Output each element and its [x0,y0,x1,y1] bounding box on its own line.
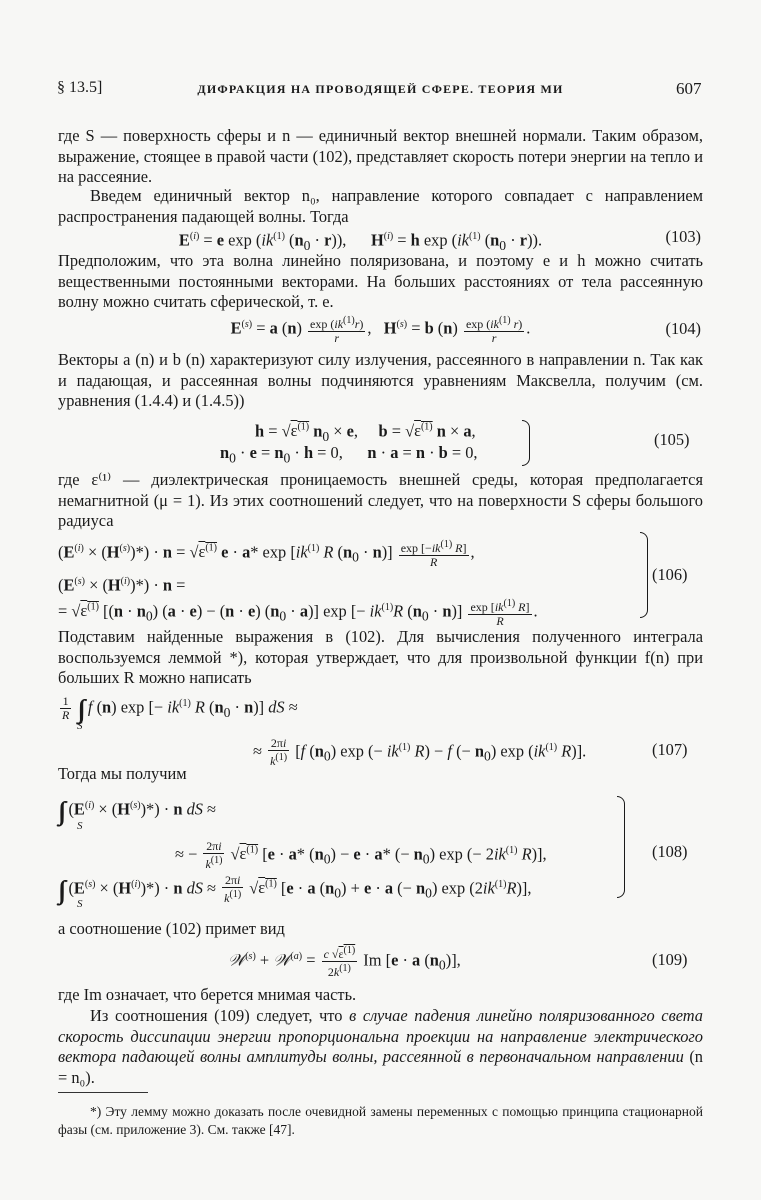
equation-106-line-3: = $√\varepsilon^{(1)}$ [$(n \cdot n_0)$ (a · e) − (n · e) $(n_0 \cdot a)$] exp [− $ik^{(1)}R$ $(n_0 \cdot n)$] $\frac{\exp [ik^{(1)} R]}{R}$ . [58,598,538,628]
equation-106-line-1: $(E^{(i)} \times (H^{(s)})*) \cdot n = √\varepsilon^{(1)}$ e · a* $\exp [ik^{(1)}$ R $(n_0 \cdot n)$] $\frac{\exp [-ik^{(1)} R]}{R}$ , [58,539,475,569]
equation-number: (103) [665,227,701,246]
right-brace [640,532,648,618]
equation-number: (108) [652,842,688,861]
right-brace [617,796,625,898]
equation-108-line-1: ∫∫ $(E^{(i)} \times (H^{(s)})*) \cdot n$ dS ≈ [58,796,217,826]
equation-number: (109) [652,950,688,969]
paragraph-9: где Im означает, что берется мнимая часть. [58,985,357,1004]
footnote: *) Эту лемму можно доказать после очевидной замены переменных с помощью принципа стационарной фазы (см. приложение 3). См. также [47]. [58,1104,703,1137]
equation-108-line-2: ≈ − $\frac{2\pi i}{k^{(1)}}$ $√\varepsilon^{(1)}$ [e · a* $(n_0) - e \cdot a*$ (− $n_0$) exp (− $2ik^{(1)}$ R)], [175,839,547,871]
equation-number: (107) [652,740,688,759]
equation-number: (105) [654,430,690,449]
section-number: § 13.5] [57,79,103,96]
equation-107-line-1: $\frac{1}{R}$ ∫∫ f (n) exp [− $ik^{(1)}$ R $(n_0 \cdot n)$] dS ≈ [62,694,298,724]
right-brace [522,420,530,466]
paragraph-6: Подставим найденные выражения в (102). Для вычисления полученного интеграла воспользуемся леммой *), которая утверждает, что для произвольной функции f(n) при больших R можно написать [58,627,703,687]
equation-number: (106) [652,565,688,584]
paragraph-1: где S — поверхность сферы и n — единичный вектор внешней нормали. Таким образом, выражение, стоящее в правой части (102), представляет скорость потери энергии на тепло и на рассеяние. [58,126,703,186]
paragraph-4: Векторы a (n) и b (n) характеризуют силу излучения, рассеянного в направлении n. Так как и падающая, и рассеянная волны подчиняются уравнениям Максвелла, получим (см. уравнения (1.4.4) и (1.4.5)) [58,350,703,410]
equation-106-line-2: $(E^{(s)} \times (H^{(i)})*) \cdot n$ = [58,575,186,595]
integral-domain: S [77,820,83,832]
equation-103: $E^{(i)} = e$ $\exp (ik^{(1)}$ $(n_0 \cdot r)$), $H^{(i)} = h$ $\exp (ik^{(1)}$ $(n_0 \cdot r)$). (103) [178,227,701,253]
paragraph-8: а соотношение (102) примет вид [58,919,285,938]
integral-domain: S [77,720,83,732]
equation-109: 𝒲$^{(s)}$ + 𝒲$^{(a)}$ = $\frac{c √\varepsilon^{(1)}}{2k^{(1)}}$ Im [e · a $(n_0)$], [228,945,461,979]
integral-domain: S [77,898,83,910]
paragraph-7: Тогда мы получим [58,764,187,783]
equation-108-line-3: ∫∫ $(E^{(s)} \times (H^{(i)})*) \cdot n$ dS ≈ $\frac{2\pi i}{k^{(1)}}$ $√\varepsilon^{(1)}$ [e · a $(n_0) + e \cdot a$ (− $n_0$) $\exp (2ik^{(1)}R)$], [58,873,532,905]
paragraph-5: где ε⁽¹⁾ — диэлектрическая проницаемость внешней среды, которая предполагается немагнитной (μ = 1). Из этих соотношений следует, что на поверхности S сферы большого радиуса [58,470,703,530]
equation-number: (104) [665,319,701,338]
equation-105-line-2: $n_0 \cdot e = n_0 \cdot h = 0$, n · a = n · b = 0, [220,443,478,466]
equation-105-line-1: $h = √\varepsilon^{(1)}$ $n_0 \times e$, $b = √\varepsilon^{(1)}$ n × a, [255,421,476,444]
equation-104: $E^{(s)} = a$ (n) $\frac{\exp (ik^{(1)}r)}{r}$ , $H^{(s)} = b$ (n) $\frac{\exp (ik^{(1)} r)}{r}$ . (104) [230,315,701,345]
paragraph-2: Введем единичный вектор n₀, направление которого совпадает с направлением распространения падающей волны. Тогда [58,186,703,226]
paragraph-3: Предположим, что эта волна линейно поляризована, и поэтому e и h можно считать вещественными постоянными векторами. На больших расстояниях от тела рассеянную волну можно считать сферической, т. е. [58,251,703,311]
running-title: ДИФРАКЦИЯ НА ПРОВОДЯЩЕЙ СФЕРЕ. ТЕОРИЯ МИ [197,82,564,96]
paragraph-10: Из соотношения (109) следует, что в случае падения линейно поляризованного света скорость диссипации энергии пропорциональна проекции на направление электрического вектора падающей волны амплитуды волны, рассеянной в первоначальном направлении (n = n₀). [58,1006,703,1087]
equation-107-line-2: ≈ $\frac{2\pi i}{k^{(1)}}$ [f $(n_0)$ exp (− $ik^{(1)}$ R) − f (− $n_0$) $\exp (ik^{(1)}$ R)]. [253,736,587,768]
footnote-divider [58,1092,148,1093]
page-number: 607 [676,79,702,98]
